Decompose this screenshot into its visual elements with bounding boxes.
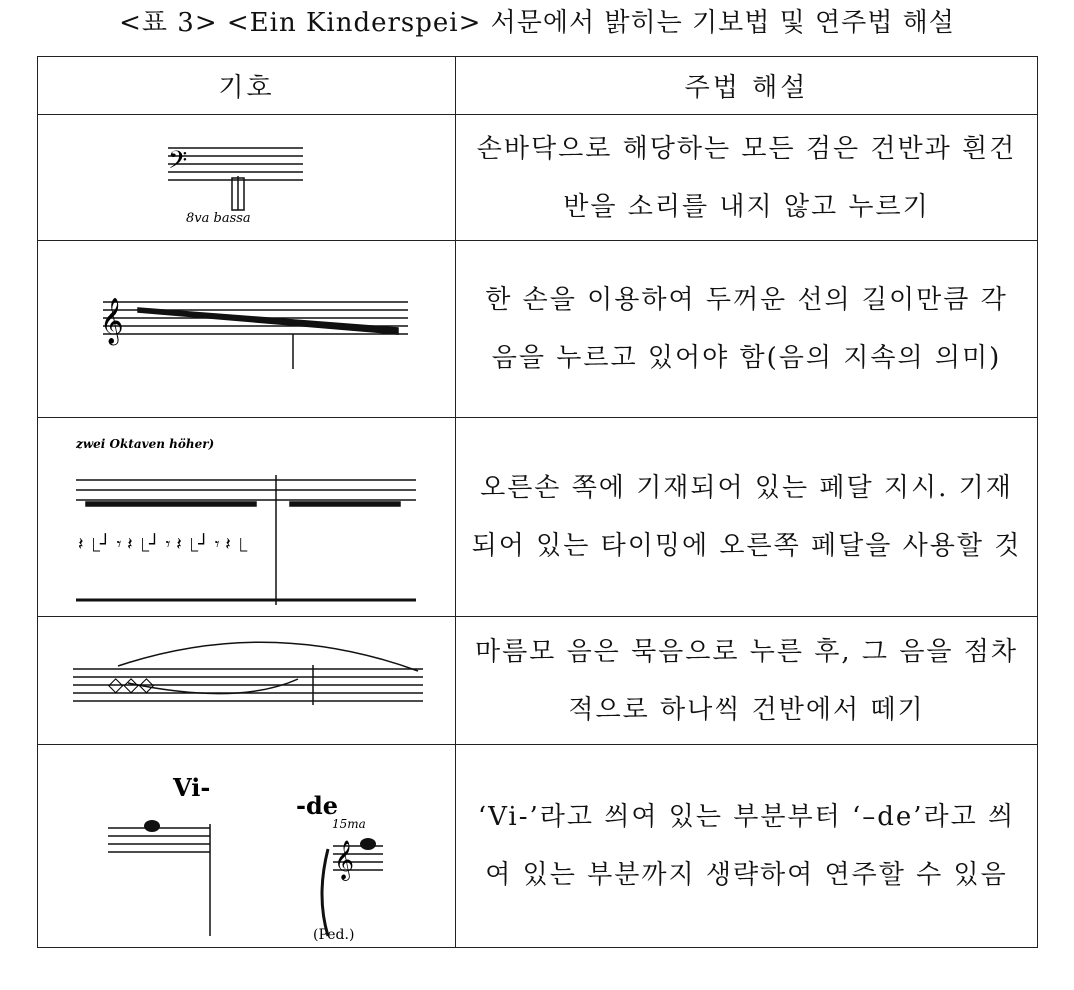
notation-image-diamond-notes [38, 617, 456, 745]
header-description: 주법 해설 [456, 57, 1038, 115]
svg-text:𝄞: 𝄞 [100, 298, 124, 344]
row-description: 손바닥으로 해당하는 모든 검은 건반과 흰건반을 소리를 내지 않고 누르기 [456, 115, 1038, 241]
notation-table [37, 56, 1038, 948]
label-zwei-oktaven: zwei Oktaven höher) [76, 436, 215, 451]
row-description: 한 손을 이용하여 두꺼운 선의 길이만큼 각 음을 누르고 있어야 함(음의 지속의 의미) [456, 241, 1038, 418]
table-row [38, 418, 1038, 617]
label-8va-bassa: 8va bassa [186, 210, 251, 226]
notation-image-pedal [38, 418, 456, 617]
svg-text:𝄢: 𝄢 [168, 145, 188, 181]
svg-text:𝄞: 𝄞 [334, 840, 355, 880]
label-de: -de [296, 791, 339, 820]
table-row [38, 241, 1038, 418]
label-ped: (Ped.) [313, 927, 355, 943]
header-symbol: 기호 [38, 57, 456, 115]
row-description: 오른손 쪽에 기재되어 있는 페달 지시. 기재되어 있는 타이밍에 오른쪽 페달을 사용할 것 [456, 418, 1038, 617]
notation-image-sustained-notes [38, 241, 456, 418]
notation-image-cut [38, 745, 456, 948]
table-row [38, 617, 1038, 745]
table-caption: <표 3> <Ein Kinderspei> 서문에서 밝히는 기보법 및 연주법 해설 [119, 8, 955, 38]
label-15ma: 15ma [332, 817, 366, 831]
label-vi: Vi- [173, 773, 211, 802]
notation-image-cluster-bass [38, 115, 456, 241]
svg-text:◇◇◇: ◇◇◇ [108, 671, 155, 696]
svg-text:𝄽 ⎿┘ 𝄾 𝄽 ⎿┘ 𝄾 𝄽 ⎿┘ 𝄾 �: 𝄽 ⎿┘ 𝄾 𝄽 ⎿┘ 𝄾 𝄽 ⎿┘ 𝄾 𝄽 ⎿ [78, 533, 248, 555]
table-row [38, 115, 1038, 241]
table-row [38, 745, 1038, 948]
row-description: 마름모 음은 묵음으로 누른 후, 그 음을 점차적으로 하나씩 건반에서 떼기 [456, 617, 1038, 745]
row-description: ‘Vi-’라고 씌여 있는 부분부터 ‘–de’라고 씌여 있는 부분까지 생략하여 연주할 수 있음 [456, 745, 1038, 948]
table-header [38, 57, 1038, 115]
